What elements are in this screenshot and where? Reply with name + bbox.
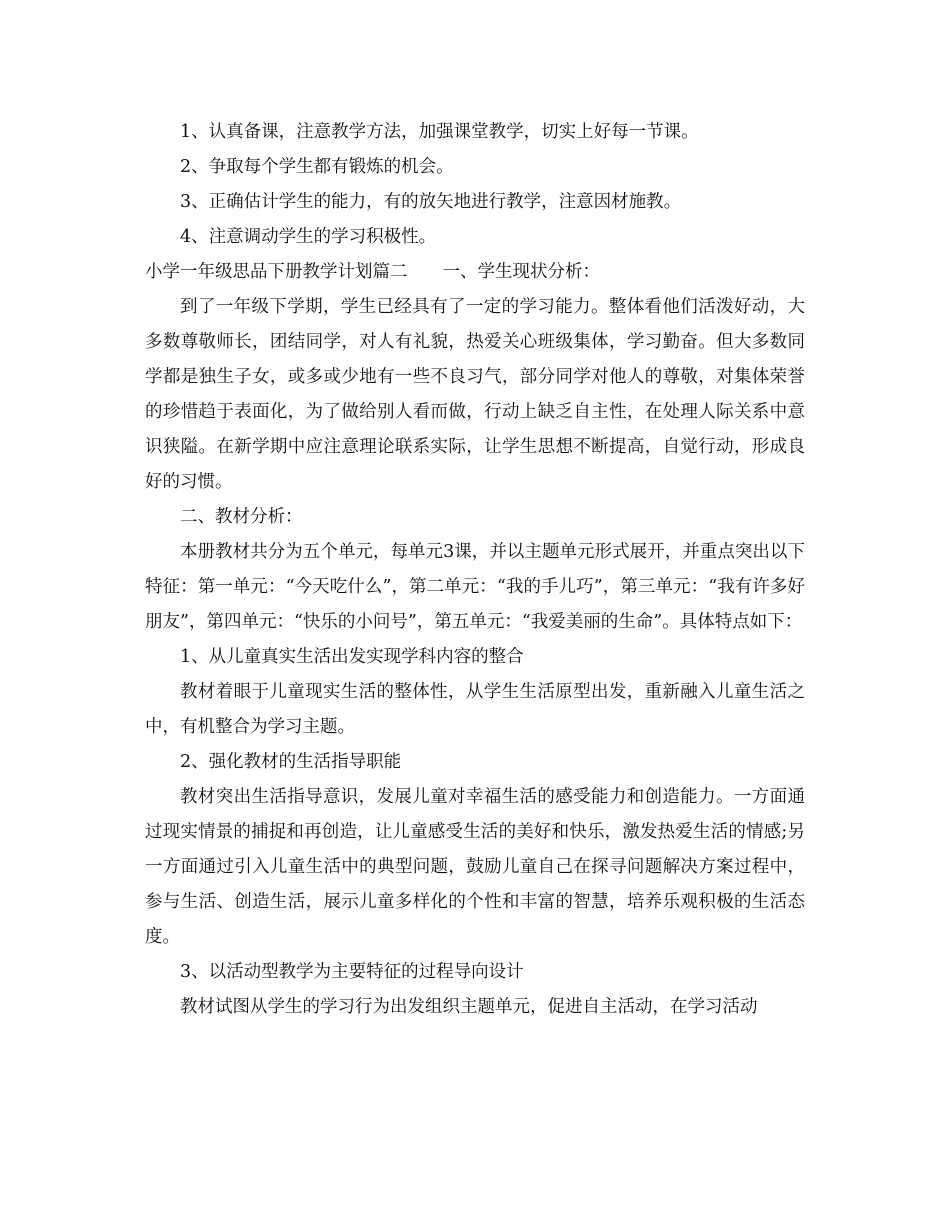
paragraph-item-3: 3、正确估计学生的能力，有的放矢地进行教学，注意因材施教。 xyxy=(180,192,682,212)
document-body xyxy=(145,115,805,1025)
paragraph-textbook-overview: 本册教材共分为五个单元，每单元3课，并以主题单元形式展开，并重点突出以下特征：第一单元：“今天吃什么”，第二单元：“我的手儿巧”，第三单元：“我有许多好朋友”，第四单元：“快乐的小问号”，第五单元：“我爱美丽的生命”。具体特点如下： xyxy=(145,542,805,632)
paragraph-item-4: 4、注意调动学生的学习积极性。 xyxy=(180,227,437,247)
subheading-feature-1: 1、从儿童真实生活出发实现学科内容的整合 xyxy=(180,647,524,667)
subheading-feature-2: 2、强化教材的生活指导职能 xyxy=(180,752,402,772)
paragraph-feature-3: 教材试图从学生的学习行为出发组织主题单元，促进自主活动，在学习活动 xyxy=(180,997,758,1017)
paragraph-item-1: 1、认真备课，注意教学方法，加强课堂教学，切实上好每一节课。 xyxy=(180,122,699,142)
paragraph-item-2: 2、争取每个学生都有锻炼的机会。 xyxy=(180,157,454,177)
section-heading-plan-two: 小学一年级思品下册教学计划篇二 一、学生现状分析： xyxy=(145,262,600,282)
paragraph-feature-1: 教材着眼于儿童现实生活的整体性，从学生生活原型出发，重新融入儿童生活之中，有机整合为学习主题。 xyxy=(145,682,805,737)
subheading-feature-3: 3、以活动型教学为主要特征的过程导向设计 xyxy=(180,962,524,982)
paragraph-student-analysis: 到了一年级下学期，学生已经具有了一定的学习能力。整体看他们活泼好动，大多数尊敬师长，团结同学，对人有礼貌，热爱关心班级集体，学习勤奋。但大多数同学都是独生子女，或多或少地有一些不良习气，部分同学对他人的尊敬，对集体荣誉的珍惜趋于表面化，为了做给别人看而做，行动上缺乏自主性，在处理人际关系中意识狭隘。在新学期中应注意理论联系实际，让学生思想不断提高，自觉行动，形成良好的习惯。 xyxy=(145,297,805,492)
paragraph-feature-2: 教材突出生活指导意识，发展儿童对幸福生活的感受能力和创造能力。一方面通过现实情景的捕捉和再创造，让儿童感受生活的美好和快乐，激发热爱生活的情感;另一方面通过引入儿童生活中的典型问题，鼓励儿童自己在探寻问题解决方案过程中，参与生活、创造生活，展示儿童多样化的个性和丰富的智慧，培养乐观积极的生活态度。 xyxy=(145,787,805,947)
section-heading-textbook-analysis: 二、教材分析： xyxy=(180,507,303,527)
